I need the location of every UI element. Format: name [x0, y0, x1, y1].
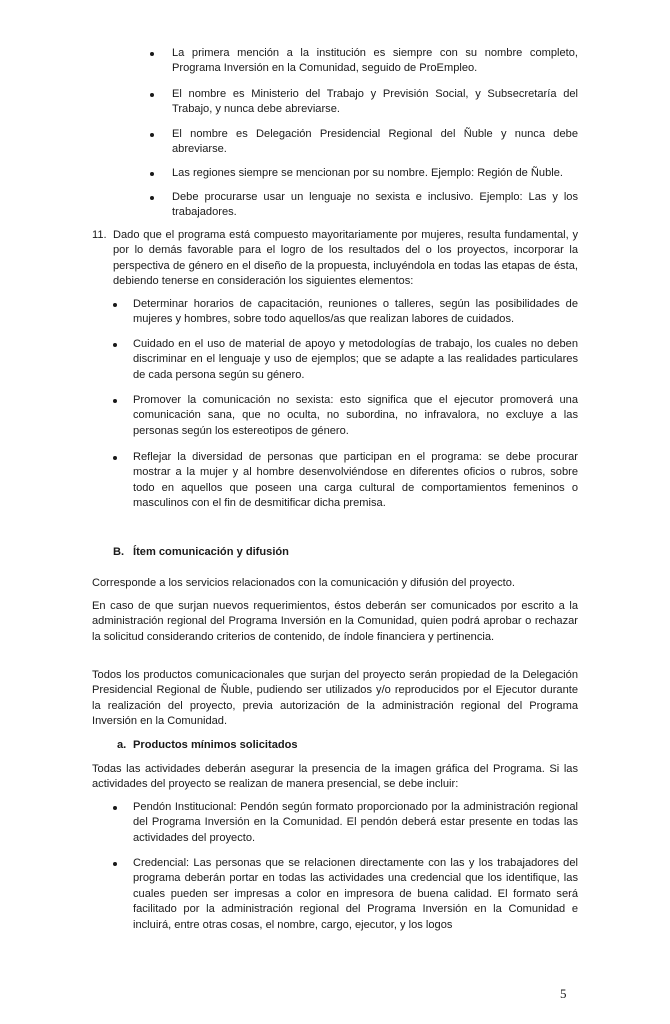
- list-item: [113, 337, 578, 385]
- list-item: [150, 166, 578, 182]
- list-item-text: Promover la comunicación no sexista: esto significa que el ejecutor promoverá una comunicación sana, que no oculta, no subordina, no infravalora, no excluye a las personas según los estereotipos de género.: [133, 394, 578, 437]
- subsection-title: Productos mínimos solicitados: [133, 739, 298, 751]
- list-item: [150, 87, 578, 119]
- body-paragraph: Todas las actividades deberán asegurar la presencia de la imagen gráfica del Programa. Si las actividades del proyecto se realizan de manera presencial, se debe incluir:: [92, 763, 578, 791]
- numbered-paragraph: Dado que el programa está compuesto mayoritariamente por mujeres, resulta fundamental, y por lo demás favorable para el logro de los resultados del o los proyectos, incorporar la perspectiva de género en el diseño de la propuesta, incluyéndola en todas las etapas de ésta, debiendo tenerse en consideración los siguientes elementos:: [113, 229, 578, 288]
- bullet-icon: [150, 196, 154, 200]
- list-item-text: Pendón Institucional: Pendón según formato proporcionado por la administración regional del Programa Inversión en la Comunidad. El pendón deberá estar presente en todas las actividades del proyecto.: [133, 801, 578, 844]
- list-item: [150, 190, 578, 222]
- bullet-icon: [150, 172, 154, 176]
- list-item: [113, 450, 578, 514]
- list-item-text: Las regiones siempre se mencionan por su nombre. Ejemplo: Región de Ñuble.: [172, 167, 563, 179]
- section-letter: B.: [113, 546, 125, 558]
- section-title: Ítem comunicación y difusión: [133, 546, 289, 558]
- bullet-icon: [113, 456, 117, 460]
- subsection-letter: a.: [117, 739, 127, 751]
- bullet-icon: [150, 133, 154, 137]
- list-item: [150, 46, 578, 78]
- list-item-text: Credencial: Las personas que se relacionen directamente con las y los trabajadores del programa deberán portar en todas las actividades una credencial que los identifique, las cuales pueden ser impresas a color en impresora de buena calidad. El formato será facilitado por la administración regional del Programa Inversión en la Comunidad e incluirá, entre otras cosas, el nombre, cargo, ejecutor, y los logos: [133, 857, 578, 931]
- body-paragraph: Todos los productos comunicacionales que surjan del proyecto serán propiedad de la Delegación Presidencial Regional de Ñuble, pudiendo ser utilizados y/o reproducidos por el Ejecutor durante la realización del proyecto, previa autorización de la administración regional del Programa Inversión en la Comunidad.: [92, 669, 578, 728]
- bullet-icon: [113, 399, 117, 403]
- list-item-text: El nombre es Delegación Presidencial Regional del Ñuble y nunca debe abreviarse.: [172, 128, 578, 156]
- bullet-icon: [113, 343, 117, 347]
- list-item-text: Determinar horarios de capacitación, reuniones o talleres, según las posibilidades de mujeres y hombres, sobre todo aquellos/as que realizan labores de cuidados.: [133, 298, 578, 326]
- list-item-text: Cuidado en el uso de material de apoyo y metodologías de trabajo, los cuales no deben discriminar en el lenguaje y uso de ejemplos; que se adapte a las realidades particulares de cada persona según su género.: [133, 338, 578, 381]
- list-item-text: Debe procurarse usar un lenguaje no sexista e inclusivo. Ejemplo: Las y los trabajadores.: [172, 191, 578, 219]
- list-item: [113, 393, 578, 441]
- bullet-icon: [150, 93, 154, 97]
- list-item-text: Reflejar la diversidad de personas que participan en el programa: se debe procurar mostrar a la mujer y al hombre desenvolviéndose en diferentes oficios o rubros, sobre todo en aquellos que poseen una carga cultural de comportamientos femeninos o masculinos con el fin de desmitificar dicha premisa.: [133, 451, 578, 510]
- list-item: [150, 127, 578, 159]
- list-item-text: La primera mención a la institución es siempre con su nombre completo, Programa Inversión en la Comunidad, seguido de ProEmpleo.: [172, 47, 578, 75]
- list-item: [113, 800, 578, 848]
- bullet-icon: [113, 303, 117, 307]
- bullet-icon: [113, 806, 117, 810]
- bullet-icon: [150, 52, 154, 56]
- list-item-text: El nombre es Ministerio del Trabajo y Previsión Social, y Subsecretaría del Trabajo, y nunca debe abreviarse.: [172, 88, 578, 116]
- bullet-icon: [113, 862, 117, 866]
- list-number: 11.: [92, 229, 107, 241]
- list-item: [113, 297, 578, 329]
- body-paragraph: En caso de que surjan nuevos requerimientos, éstos deberán ser comunicados por escrito a la administración regional del Programa Inversión en la Comunidad, quien podrá aprobar o rechazar la solicitud considerando criterios de contenido, de índole financiera y pertinencia.: [92, 600, 578, 643]
- body-paragraph: Corresponde a los servicios relacionados con la comunicación y difusión del proyecto.: [92, 577, 516, 589]
- list-item: [113, 856, 578, 936]
- page-number: 5: [560, 986, 567, 1001]
